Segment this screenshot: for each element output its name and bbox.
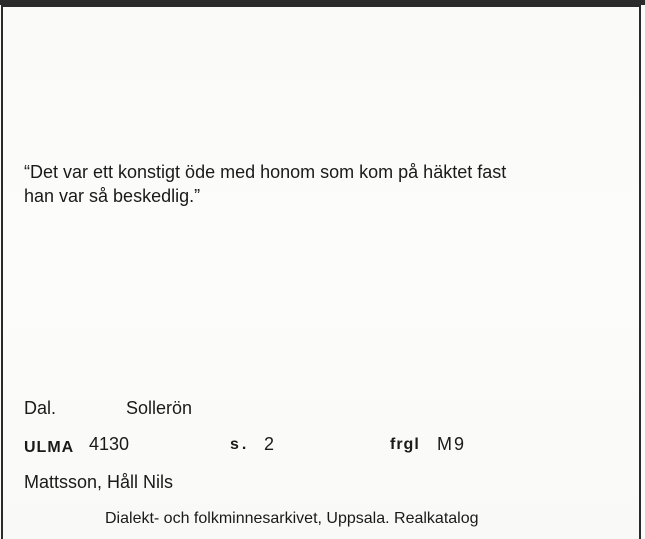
archive-reference-row [24, 436, 624, 457]
informant-name: Mattsson, Håll Nils [24, 472, 174, 492]
place-name: Sollerön [126, 398, 193, 418]
quote-text [24, 160, 604, 208]
frgl-label: frgl [390, 436, 420, 453]
province-label: Dal. [24, 398, 57, 418]
quote-line-1: “Det var ett konstigt öde med honom som kom på häktet fast [24, 162, 507, 182]
ulma-number: 4130 [89, 434, 130, 454]
frgl-code: M9 [437, 434, 467, 454]
institution-footer: Dialekt- och folkminnesarkivet, Uppsala. Realkatalog [105, 510, 479, 527]
ulma-label: ULMA [24, 439, 75, 456]
page-label: s. [230, 436, 250, 453]
quote-line-2: han var så beskedlig.” [24, 186, 201, 206]
region-row [24, 398, 193, 419]
page-number: 2 [264, 434, 275, 454]
catalog-card [1, 5, 641, 539]
